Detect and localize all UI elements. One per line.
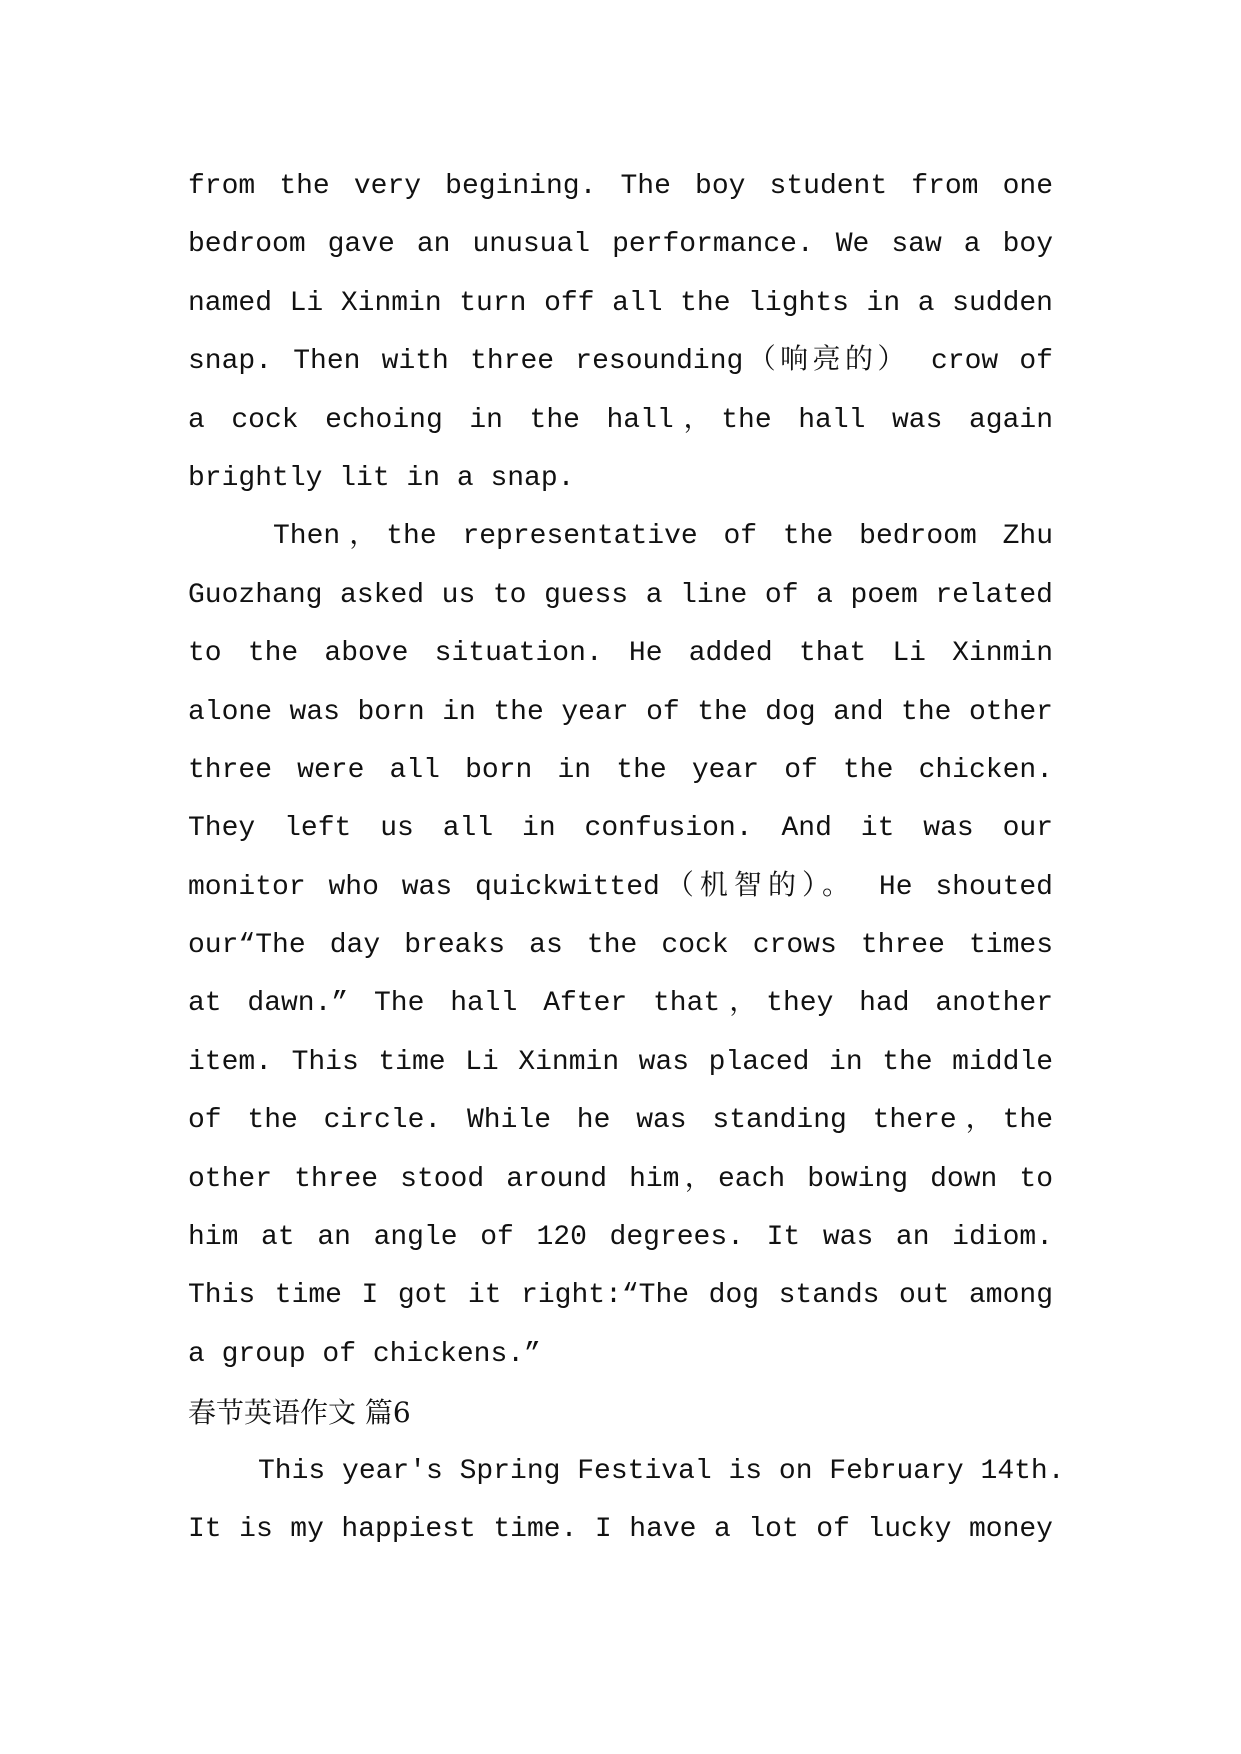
section-heading: 春节英语作文 篇6	[188, 1396, 411, 1430]
text-line: Guozhang asked us to guess a line of a poem related	[188, 579, 1053, 611]
text-line: item. This time Li Xinmin was placed in the middle	[188, 1046, 1053, 1078]
text-line: brightly lit in a snap.	[188, 462, 575, 494]
text-line: our“The day breaks as the cock crows three times	[188, 930, 1053, 962]
paragraph-continued	[188, 158, 1053, 508]
text-line: from the very begining. The boy student from one	[188, 171, 1053, 202]
page-body	[188, 158, 1065, 1559]
text-line: a cock echoing in the hall，the hall was again	[188, 404, 1053, 436]
text-line: Then，the representative of the bedroom Zhu	[273, 521, 1053, 553]
paragraph	[188, 1443, 1065, 1560]
text-line: monitor who was quickwitted（机智的）。 He shouted	[188, 871, 1053, 903]
text-line: at dawn.” The hall After that，they had another	[188, 988, 1053, 1020]
text-line: bedroom gave an unusual performance. We saw a boy	[188, 229, 1053, 261]
text-line: named Li Xinmin turn off all the lights in a sudden	[188, 287, 1053, 319]
text-line: three were all born in the year of the chicken.	[188, 754, 1053, 786]
text-line: snap. Then with three resounding（响亮的） crow of	[188, 346, 1053, 378]
text-line: other three stood around him，each bowing down to	[188, 1163, 1053, 1195]
text-line: alone was born in the year of the dog and the other	[188, 696, 1053, 728]
text-line: him at an angle of 120 degrees. It was an idiom.	[188, 1222, 1053, 1254]
text-line: of the circle. While he was standing there，the	[188, 1105, 1053, 1137]
text-line: It is my happiest time. I have a lot of lucky money	[188, 1513, 1053, 1545]
text-line: a group of chickens.”	[188, 1338, 541, 1370]
text-line: to the above situation. He added that Li Xinmin	[188, 638, 1053, 670]
text-line: This year's Spring Festival is on February 14th.	[258, 1455, 1065, 1487]
paragraph	[188, 508, 1053, 1384]
text-line: This time I got it right:“The dog stands out among	[188, 1280, 1053, 1312]
text-line: They left us all in confusion. And it was our	[188, 813, 1053, 845]
